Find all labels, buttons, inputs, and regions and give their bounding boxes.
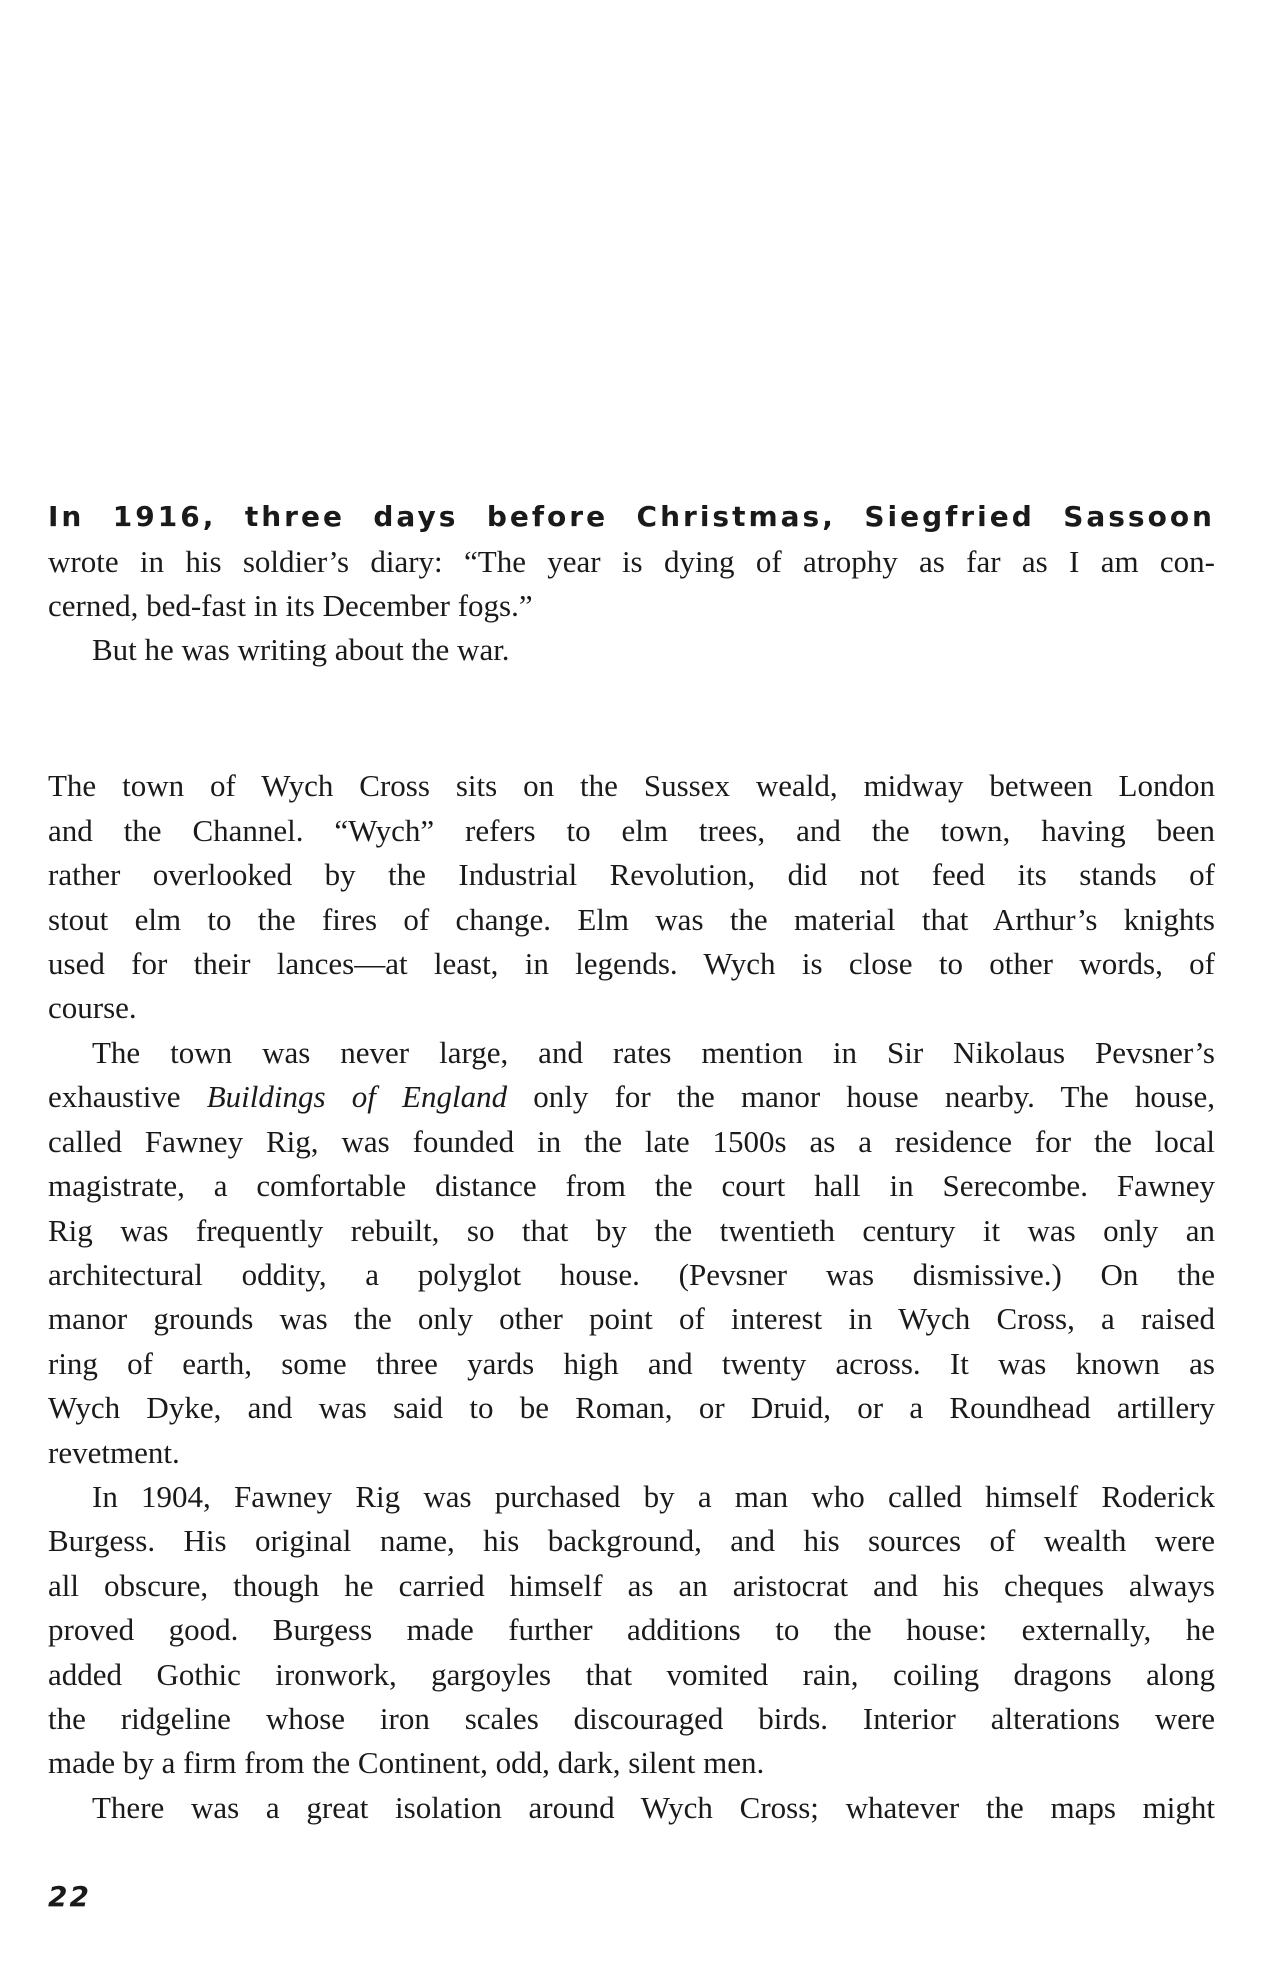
paragraph-line: But he was writing about the war.	[92, 632, 510, 667]
paragraph-line: There was a great isolation around Wych Cross; whatever the maps might	[92, 1790, 1215, 1825]
text-line: used for their lances—at least, in legends. Wych is close to other words, of	[48, 946, 1215, 981]
text-line: magistrate, a comfortable distance from the court hall in Serecombe. Fawney	[48, 1168, 1215, 1203]
page-number: 22	[48, 1880, 91, 1913]
text-line: the ridgeline whose iron scales discouraged birds. Interior alterations were	[48, 1701, 1215, 1736]
text-line: added Gothic ironwork, gargoyles that vomited rain, coiling dragons along	[48, 1657, 1215, 1692]
text-line: ring of earth, some three yards high and twenty across. It was known as	[48, 1346, 1215, 1381]
book-title: Buildings of England	[206, 1079, 508, 1114]
text-line: Wych Dyke, and was said to be Roman, or Druid, or a Roundhead artillery	[48, 1390, 1215, 1425]
text-line: called Fawney Rig, was founded in the late 1500s as a residence for the local	[48, 1124, 1215, 1159]
text-line: proved good. Burgess made further additions to the house: externally, he	[48, 1612, 1215, 1647]
text-line: Rig was frequently rebuilt, so that by the twentieth century it was only an	[48, 1213, 1215, 1248]
text-line: manor grounds was the only other point of interest in Wych Cross, a raised	[48, 1301, 1215, 1336]
text-run: exhaustive	[48, 1079, 207, 1114]
section-lead-line: In 1916, three days before Christmas, Siegfried Sassoon	[48, 500, 1215, 533]
text-line: stout elm to the fires of change. Elm was the material that Arthur’s knights	[48, 902, 1215, 937]
text-line: cerned, bed-fast in its December fogs.”	[48, 588, 533, 623]
text-line: course.	[48, 990, 137, 1025]
text-line: architectural oddity, a polyglot house. (Pevsner was dismissive.) On the	[48, 1257, 1215, 1292]
text-line: all obscure, though he carried himself as an aristocrat and his cheques always	[48, 1568, 1215, 1603]
text-line: The town of Wych Cross sits on the Sussex weald, midway between London	[48, 768, 1215, 803]
text-line: revetment.	[48, 1435, 180, 1470]
text-line	[48, 1075, 1215, 1119]
paragraph-line: The town was never large, and rates mention in Sir Nikolaus Pevsner’s	[92, 1035, 1215, 1070]
text-line: and the Channel. “Wych” refers to elm trees, and the town, having been	[48, 813, 1215, 848]
text-run: only for the manor house nearby. The house,	[507, 1079, 1216, 1114]
text-line: made by a firm from the Continent, odd, dark, silent men.	[48, 1745, 765, 1780]
text-line: Burgess. His original name, his background, and his sources of wealth were	[48, 1523, 1215, 1558]
text-line: rather overlooked by the Industrial Revolution, did not feed its stands of	[48, 857, 1215, 892]
text-line: wrote in his soldier’s diary: “The year is dying of atrophy as far as I am con-	[48, 544, 1215, 579]
paragraph-line: In 1904, Fawney Rig was purchased by a man who called himself Roderick	[92, 1479, 1215, 1514]
